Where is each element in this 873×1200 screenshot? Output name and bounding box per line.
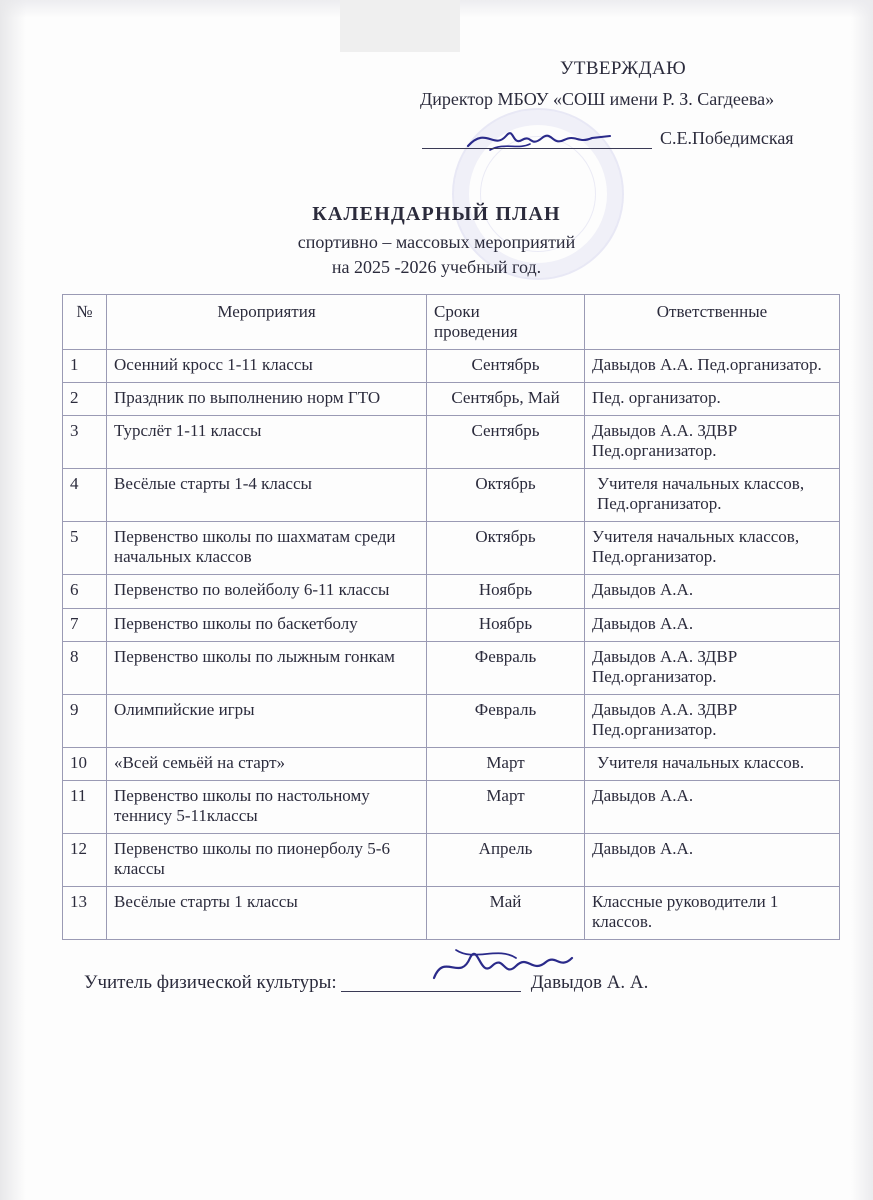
cell-number: 6 — [63, 575, 107, 608]
cell-date: Март — [427, 780, 585, 833]
footer-signature-block — [84, 972, 804, 994]
cell-responsible: Давыдов А.А. ЗДВР Пед.организатор. — [585, 641, 840, 694]
cell-responsible: Учителя начальных классов, Пед.организатор. — [585, 469, 840, 522]
document-title-line3: на 2025 -2026 учебный год. — [331, 257, 542, 277]
cell-responsible: Давыдов А.А. ЗДВР Пед.организатор. — [585, 694, 840, 747]
cell-number: 11 — [63, 780, 107, 833]
footer-name: Давыдов А. А. — [530, 972, 649, 993]
column-header-responsible: Ответственные — [585, 295, 840, 350]
cell-number: 13 — [63, 886, 107, 939]
footer-signature-rule — [341, 991, 521, 992]
plan-table — [62, 294, 840, 940]
cell-responsible: Давыдов А.А. — [585, 608, 840, 641]
table-row — [63, 833, 840, 886]
cell-event: Турслёт 1-11 классы — [107, 416, 427, 469]
cell-number: 10 — [63, 747, 107, 780]
cell-date: Октябрь — [427, 469, 585, 522]
table-row — [63, 383, 840, 416]
cell-number: 2 — [63, 383, 107, 416]
handwritten-signature-icon — [460, 120, 650, 156]
document-title-line1: КАЛЕНДАРНЫЙ ПЛАН — [312, 203, 561, 225]
cell-number: 1 — [63, 350, 107, 383]
cell-event: Первенство школы по шахматам среди начальных классов — [107, 522, 427, 575]
column-header-date-line1: Сроки — [434, 302, 480, 321]
cell-date: Ноябрь — [427, 608, 585, 641]
document-title-line2: спортивно – массовых мероприятий — [297, 232, 576, 252]
cell-event: Олимпийские игры — [107, 694, 427, 747]
table-row — [63, 608, 840, 641]
cell-responsible: Классные руководители 1 классов. — [585, 886, 840, 939]
cell-event: Первенство школы по настольному теннису 5-11классы — [107, 780, 427, 833]
table-row — [63, 575, 840, 608]
cell-number: 12 — [63, 833, 107, 886]
column-header-event: Мероприятия — [107, 295, 427, 350]
table-header-row — [63, 295, 840, 350]
cell-date: Ноябрь — [427, 575, 585, 608]
cell-event: Первенство школы по баскетболу — [107, 608, 427, 641]
scan-edge-shadow-right — [851, 0, 873, 1200]
table-row — [63, 522, 840, 575]
scan-edge-shadow-top — [0, 0, 873, 18]
cell-date: Сентябрь — [427, 350, 585, 383]
cell-date: Сентябрь — [427, 416, 585, 469]
table-row — [63, 747, 840, 780]
cell-event: Первенство школы по лыжным гонкам — [107, 641, 427, 694]
cell-responsible: Давыдов А.А. ЗДВР Пед.организатор. — [585, 416, 840, 469]
approval-signer-name: С.Е.Победимская — [660, 128, 794, 148]
approval-block — [420, 58, 850, 158]
cell-event: Первенство школы по пионерболу 5-6 классы — [107, 833, 427, 886]
cell-number: 8 — [63, 641, 107, 694]
signature-rule — [422, 148, 652, 149]
cell-responsible: Учителя начальных классов, Пед.организатор. — [585, 522, 840, 575]
scan-artifact — [340, 0, 460, 52]
cell-event: Праздник по выполнению норм ГТО — [107, 383, 427, 416]
cell-number: 3 — [63, 416, 107, 469]
footer-label: Учитель физической культуры: — [84, 972, 337, 993]
cell-number: 9 — [63, 694, 107, 747]
cell-number: 7 — [63, 608, 107, 641]
cell-date: Апрель — [427, 833, 585, 886]
cell-date: Февраль — [427, 641, 585, 694]
cell-responsible: Пед. организатор. — [585, 383, 840, 416]
scan-edge-shadow-left — [0, 0, 26, 1200]
table-row — [63, 469, 840, 522]
cell-date: Май — [427, 886, 585, 939]
table-row — [63, 886, 840, 939]
table-row — [63, 416, 840, 469]
cell-event: «Всей семьёй на старт» — [107, 747, 427, 780]
column-header-date-line2: проведения — [434, 322, 518, 342]
table-row — [63, 694, 840, 747]
cell-event: Весёлые старты 1 классы — [107, 886, 427, 939]
cell-date: Октябрь — [427, 522, 585, 575]
cell-responsible: Учителя начальных классов. — [585, 747, 840, 780]
cell-number: 4 — [63, 469, 107, 522]
cell-event: Весёлые старты 1-4 классы — [107, 469, 427, 522]
cell-responsible: Давыдов А.А. — [585, 780, 840, 833]
table-row — [63, 350, 840, 383]
plan-table-body — [63, 350, 840, 940]
column-header-date — [427, 295, 585, 350]
approval-director-line: Директор МБОУ «СОШ имени Р. З. Сагдеева» — [420, 89, 775, 109]
cell-responsible: Давыдов А.А. — [585, 833, 840, 886]
cell-date: Сентябрь, Май — [427, 383, 585, 416]
approval-signature-row — [420, 124, 850, 158]
cell-date: Март — [427, 747, 585, 780]
document-title — [0, 203, 873, 278]
cell-responsible: Давыдов А.А. Пед.организатор. — [585, 350, 840, 383]
column-header-number: № — [63, 295, 107, 350]
cell-date: Февраль — [427, 694, 585, 747]
cell-number: 5 — [63, 522, 107, 575]
table-row — [63, 780, 840, 833]
table-row — [63, 641, 840, 694]
cell-event: Осенний кросс 1-11 классы — [107, 350, 427, 383]
cell-responsible: Давыдов А.А. — [585, 575, 840, 608]
handwritten-signature-icon — [420, 944, 610, 988]
cell-event: Первенство по волейболу 6-11 классы — [107, 575, 427, 608]
approval-title: УТВЕРЖДАЮ — [560, 58, 687, 79]
